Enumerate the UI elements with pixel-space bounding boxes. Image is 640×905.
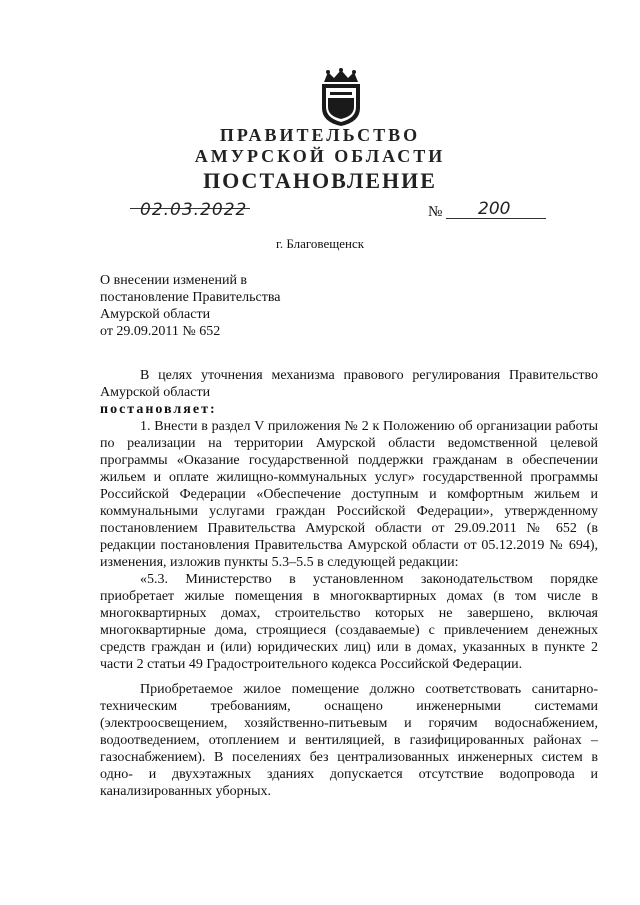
city-name: г. Благовещенск — [275, 236, 365, 251]
number-label: № — [428, 204, 443, 220]
document-number: 200 — [478, 199, 511, 219]
subject-line: О внесении изменений в — [100, 273, 248, 288]
paragraph-5-3: «5.3. Министерство в установленном законодательством порядке приобретает жилые помещения в многоквартирных домах (в том числе в многоквартирных домах, строительство которых не завершено, включая многоквартирные дома, строящиеся (создаваемые) с привлечением денежных средств граждан и (или) юридических лиц) или в домах, указанных в пункте 2 части 2 статьи 49 Градостроительного кодекса Российской Федерации. — [100, 572, 598, 672]
region-title: АМУРСКОЙ ОБЛАСТИ — [194, 146, 446, 166]
document-subject — [100, 272, 280, 340]
paragraph-requirements: Приобретаемое жилое помещение должно соответствовать санитарно-техническим требованиям, оснащено инженерными системами (электроосвещением, хозяйственно-питьевым и горячим водоснабжением, водоотведением, отоплением и вентиляцией, в газифицированных районах – газоснабжением). В поселениях без централизованных инженерных систем в одно- и двухэтажных зданиях допускается отсутствие водопровода и канализированных уборных. — [100, 682, 598, 799]
subject-line: от 29.09.2011 № 652 — [100, 324, 221, 339]
decides-heading: постановляет: — [100, 402, 217, 417]
document-type-title: ПОСТАНОВЛЕНИЕ — [203, 168, 437, 193]
subject-line: Амурской области — [100, 307, 211, 322]
document-body — [100, 367, 598, 800]
subject-line: постановление Правительства — [100, 290, 281, 305]
coat-of-arms-emblem — [318, 68, 364, 128]
document-date: 02.03.2022 — [140, 200, 248, 220]
paragraph-1: 1. Внести в раздел V приложения № 2 к Положению об организации работы по реализации на территории Амурской области ведомственной целевой программы «Оказание государственной поддержки гражданам в обеспечении жильем и оплате жилищно-коммунальных услуг» государственной программы Российской Федерации «Обеспечение доступным и комфортным жильем и коммунальными услугами граждан Российской Федерации», утвержденному постановлением Правительства Амурской области от 29.09.2011 № 652 (в редакции постановления Правительства Амурской области от 05.12.2019 № 694), изменения, изложив пункты 5.3–5.5 в следующей редакции: — [100, 419, 598, 570]
intro-paragraph: В целях уточнения механизма правового регулирования Правительство Амурской области — [100, 368, 598, 400]
government-title: ПРАВИТЕЛЬСТВО — [219, 125, 421, 145]
